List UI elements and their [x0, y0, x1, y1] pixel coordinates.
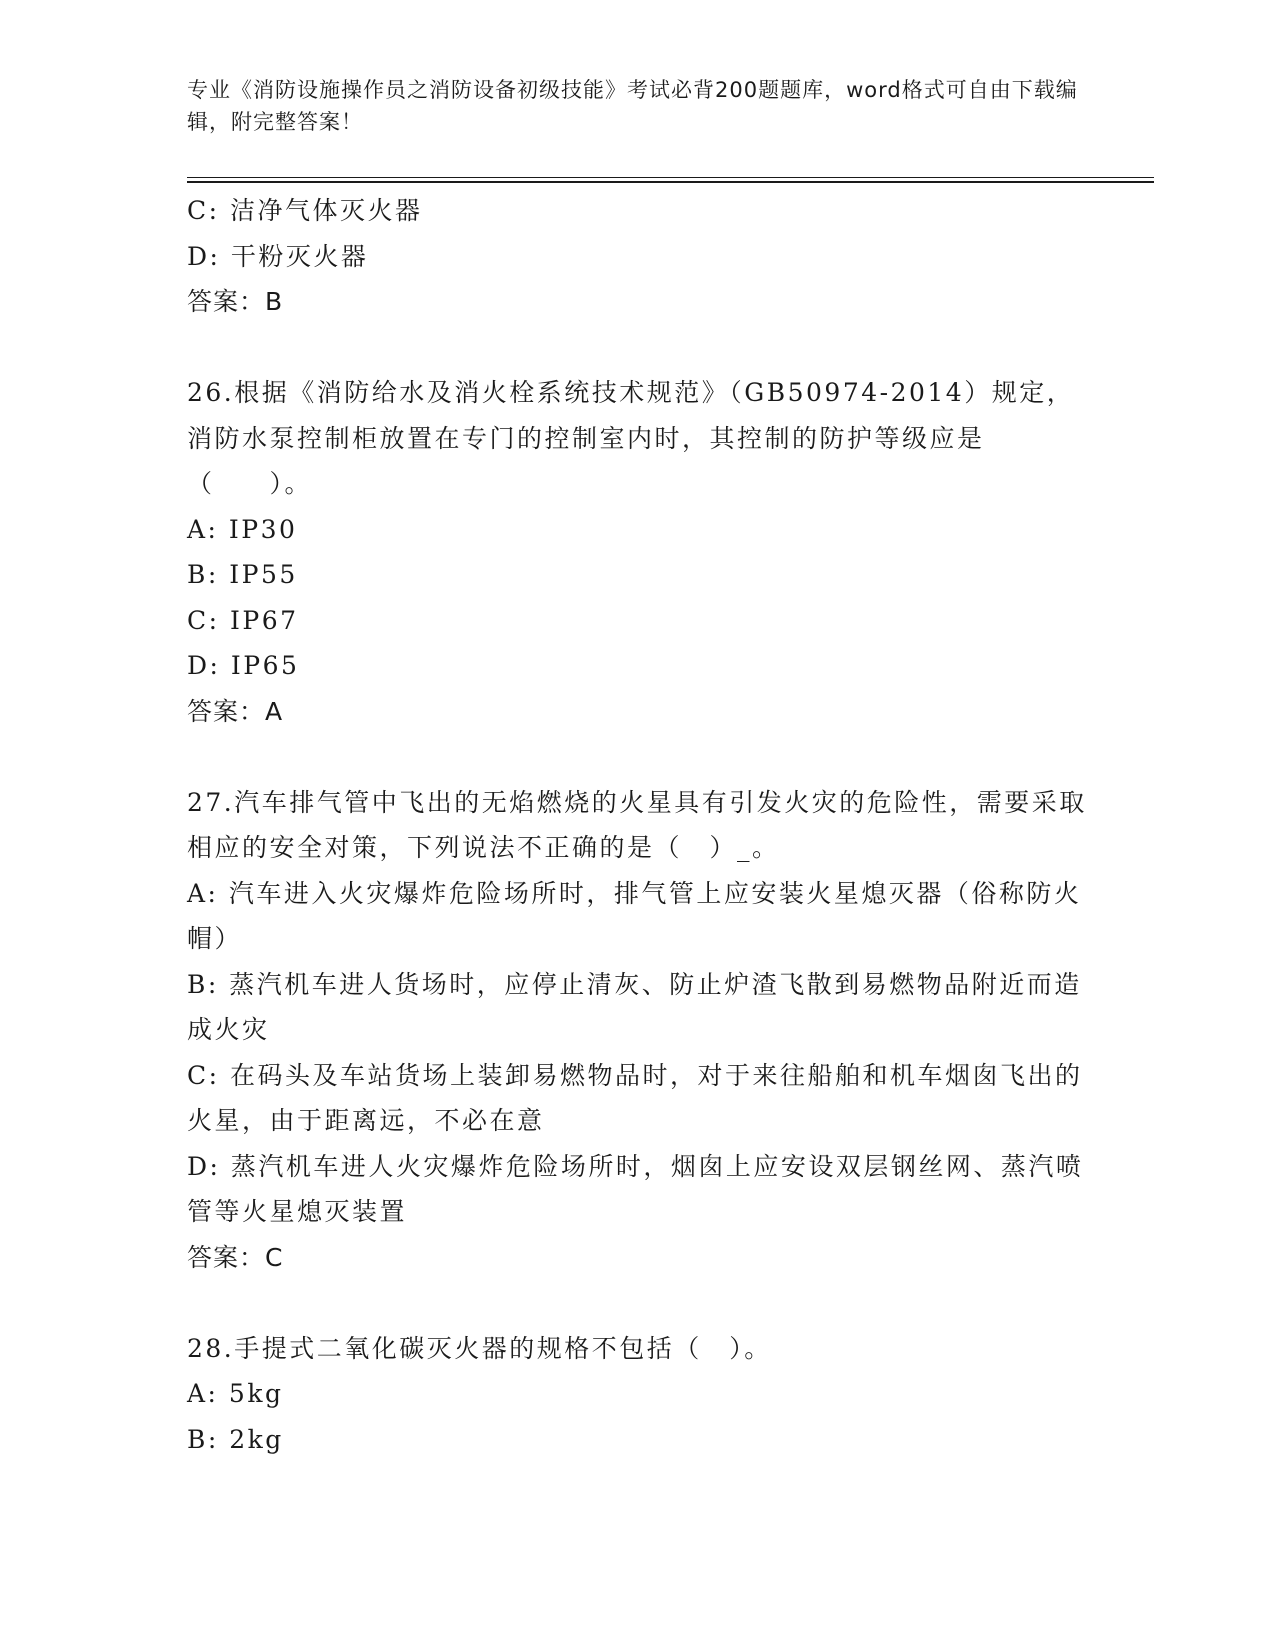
option-b: B: 2kg: [187, 1424, 284, 1454]
option-a: A: 5kg: [187, 1379, 284, 1408]
spacer: [187, 1280, 1087, 1326]
header-text: 专业《消防设施操作员之消防设备初级技能》考试必背200题题库，word格式可自由下载编辑，附完整答案！: [187, 78, 1078, 134]
option-d: D: 蒸汽机车进人火灾爆炸危险场所时，烟囱上应安设双层钢丝网、蒸汽喷管等火星熄灭装置: [187, 1151, 1084, 1226]
question-text: 27.汽车排气管中飞出的无焰燃烧的火星具有引发火灾的危险性，需要采取相应的安全对策，下列说法不正确的是（ ）_。: [187, 787, 1087, 862]
question-text: 28.手提式二氧化碳灭火器的规格不包括（ ）。: [187, 1333, 772, 1363]
spacer: [187, 325, 1087, 371]
option-b: B: 蒸汽机车进人货场时，应停止清灰、防止炉渣飞散到易燃物品附近而造成火灾: [187, 969, 1082, 1044]
option-d: D: 干粉灭火器: [187, 241, 369, 271]
answer-line: 答案：B: [187, 287, 284, 316]
answer-line: 答案：A: [187, 696, 284, 726]
option-c: C: IP67: [187, 605, 299, 635]
question-content: [187, 188, 1087, 1462]
option-c: C: 洁净气体灭火器: [187, 196, 423, 225]
option-b: B: IP55: [187, 560, 298, 589]
spacer: [187, 734, 1087, 780]
question-text: 26.根据《消防给水及消火栓系统技术规范》（GB50974-2014）规定，消防水泵控制柜放置在专门的控制室内时，其控制的防护等级应是（ ）。: [187, 378, 1075, 498]
header-divider-thin: [187, 177, 1154, 178]
answer-line: 答案：C: [187, 1242, 284, 1272]
header-divider-thick: [187, 181, 1154, 183]
option-a: A: 汽车进入火灾爆炸危险场所时，排气管上应安装火星熄灭器（俗称防火帽）: [187, 878, 1082, 953]
option-c: C: 在码头及车站货场上装卸易燃物品时，对于来往船舶和机车烟囱飞出的火星，由于距离远，不必在意: [187, 1060, 1083, 1135]
option-a: A: IP30: [187, 514, 298, 544]
option-d: D: IP65: [187, 651, 300, 680]
document-header: [187, 74, 1087, 138]
